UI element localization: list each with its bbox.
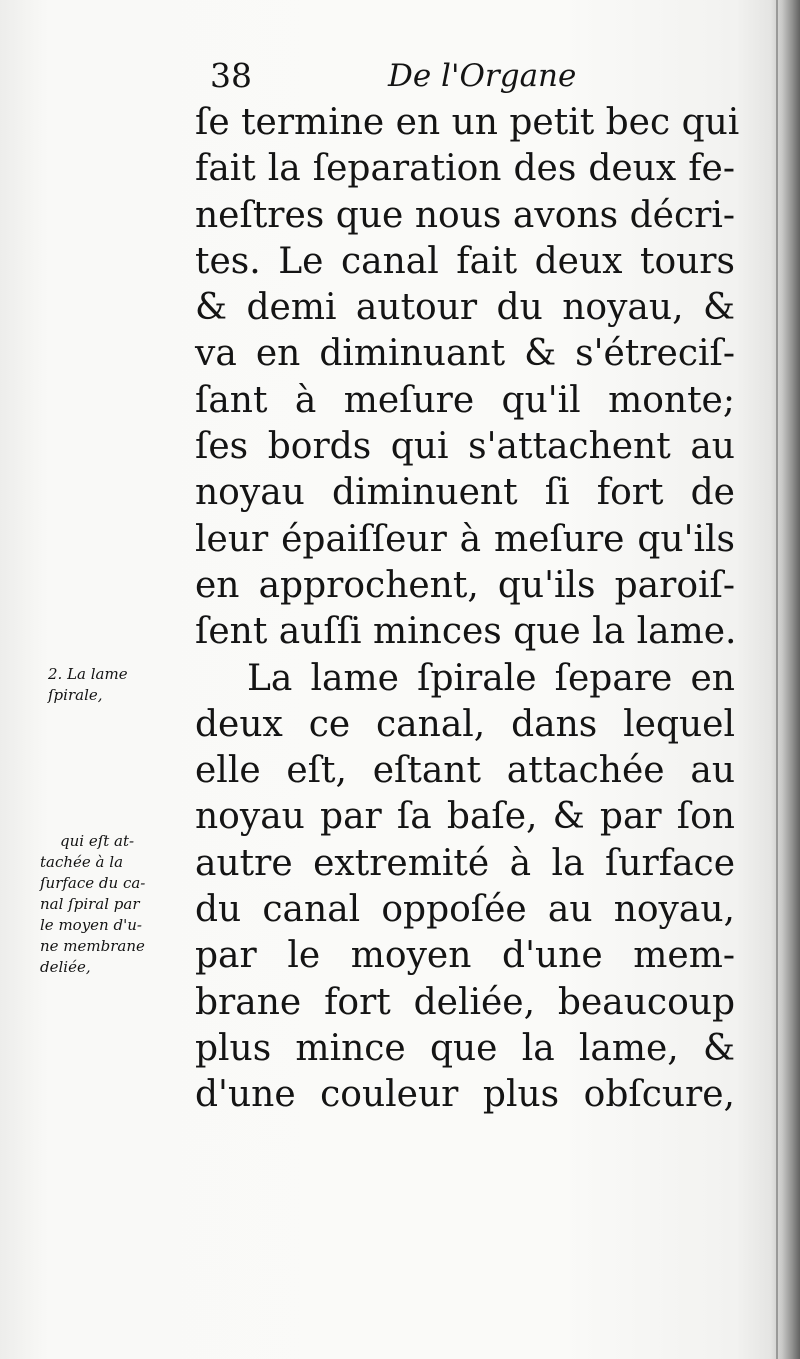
text-line: du canal oppoſée au noyau, [195, 889, 735, 931]
text-line: ſes bords qui s'attachent au [195, 426, 735, 468]
text-line: autre extremité à la ſurface [195, 842, 735, 884]
text-line: en approchent, qu'ils paroiſ- [195, 564, 735, 606]
margin-note-line: deliée, [40, 958, 91, 976]
margin-note-line: ſpirale, [48, 686, 103, 704]
text-line: plus mince que la lame, & [195, 1027, 735, 1069]
page-header [210, 52, 730, 100]
text-line: elle eſt, eſtant attachée au [195, 750, 735, 792]
margin-note-line: 2. La lame [48, 665, 128, 683]
margin-note-line: qui eſt at- [60, 832, 135, 850]
margin-note-line: ne membrane [40, 937, 145, 955]
text-line: ſe termine en un petit bec qui [195, 102, 740, 143]
margin-note-line: le moyen d'u- [40, 916, 142, 934]
text-line: par le moyen d'une mem- [195, 935, 735, 977]
page-edge-line [776, 0, 778, 1359]
text-line: & demi autour du noyau, & [195, 287, 735, 329]
text-line: brane fort deliée, beaucoup [195, 981, 735, 1023]
page-gutter-shadow [770, 0, 800, 1359]
text-line: va en diminuant & s'étreciſ- [195, 333, 735, 375]
margin-note-membrane [40, 831, 178, 978]
text-line: d'une couleur plus obſcure, [195, 1074, 735, 1116]
margin-note-line: nal ſpiral par [40, 895, 140, 913]
text-line: noyau par ſa baſe, & par ſon [195, 796, 735, 838]
text-line: tes. Le canal fait deux tours [195, 240, 735, 282]
text-line: neſtres que nous avons décri- [195, 194, 735, 236]
text-line: deux ce canal, dans lequel [195, 703, 735, 745]
running-title: De l'Organe [388, 58, 577, 94]
text-line: noyau diminuent ſi fort de [195, 472, 735, 514]
text-line: fait la ſeparation des deux fe- [195, 148, 735, 190]
margin-note-line: tachée à la [40, 853, 124, 871]
margin-note-line: ſurface du ca- [40, 874, 146, 892]
text-line: leur épaiſſeur à meſure qu'ils [195, 518, 735, 560]
text-line: ſant à meſure qu'il monte; [195, 379, 735, 421]
margin-note-lame-spirale [48, 664, 186, 706]
body-text [195, 100, 740, 1119]
text-line: La lame ſpirale ſepare en [247, 657, 735, 699]
text-line: ſent auſſi minces que la lame. [195, 611, 737, 653]
page-number: 38 [210, 56, 252, 95]
